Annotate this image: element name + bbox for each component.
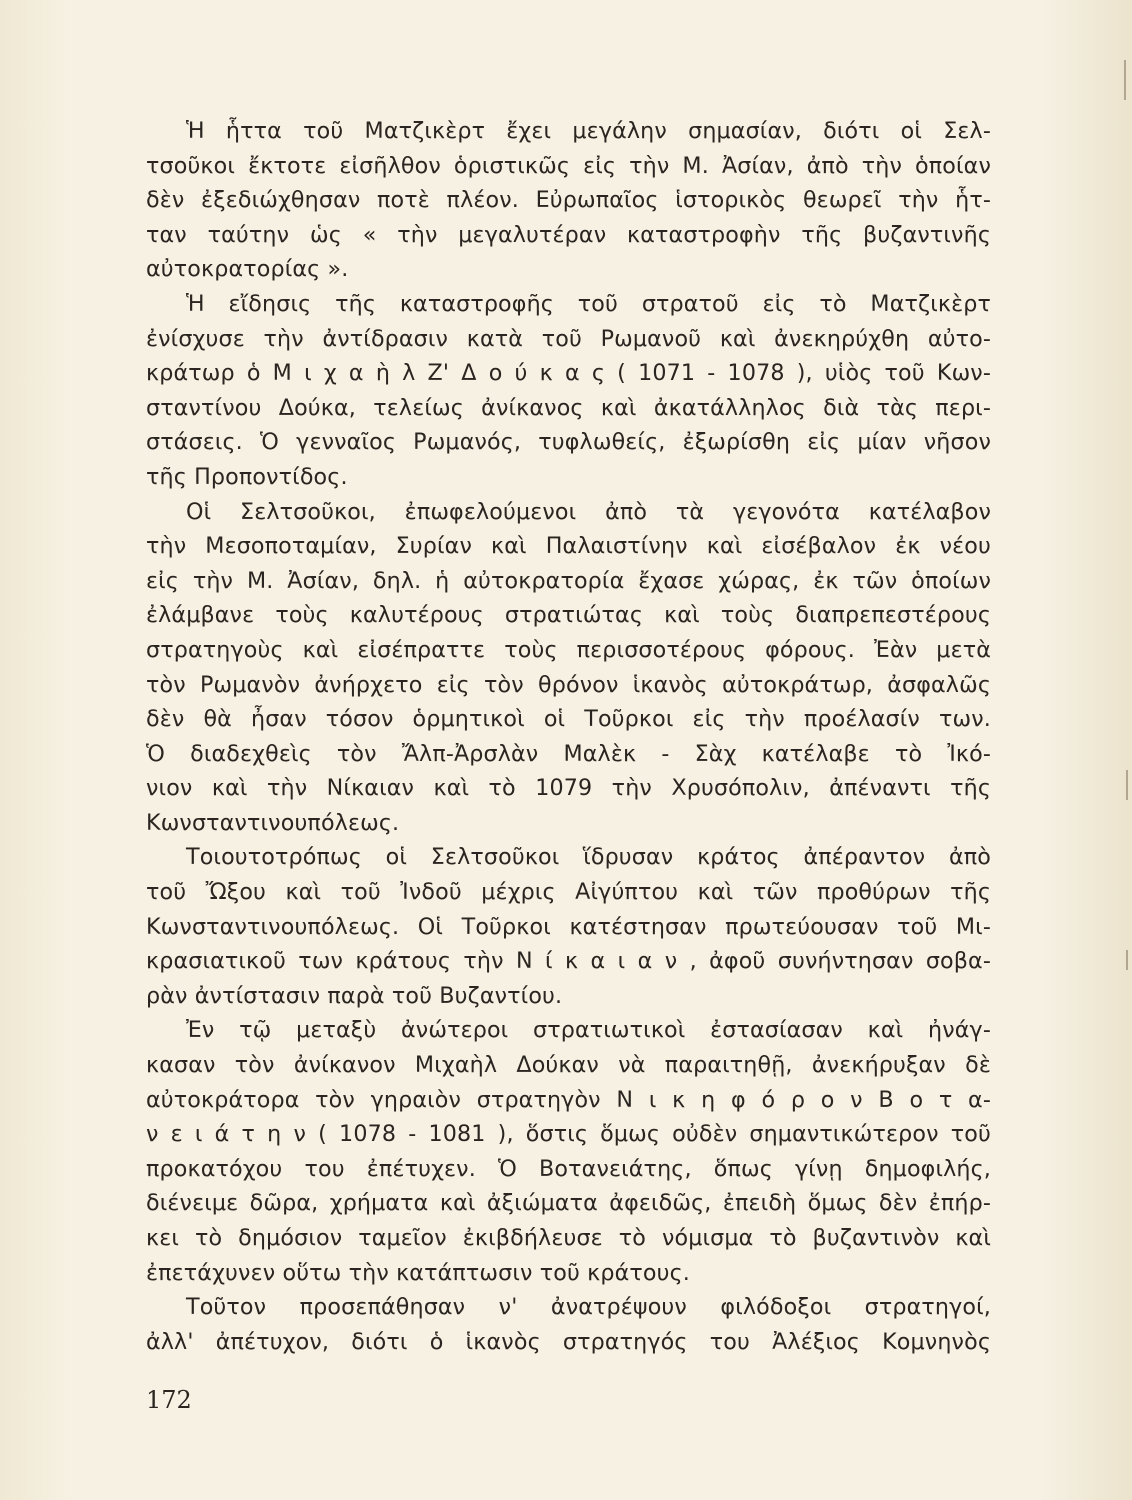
text-line: Ἡ εἴδησις τῆς καταστροφῆς τοῦ στρατοῦ εἰς τὸ Ματζικὲρτ xyxy=(186,290,991,317)
body-text xyxy=(146,114,991,1359)
text-line: τὴν Μεσοποταμίαν, Συρίαν καὶ Παλαιστίνην καὶ εἰσέβαλον ἐκ νέου xyxy=(146,533,991,560)
text-line: ἐπετάχυνεν οὕτω τὴν κατάπτωσιν τοῦ κράτους. xyxy=(146,1259,690,1286)
text-line: ταν ταύτην ὡς « τὴν μεγαλυτέραν καταστροφὴν τῆς βυζαντινῆς xyxy=(146,221,991,248)
text-line: τοῦ Ὤξου καὶ τοῦ Ἰνδοῦ μέχρις Αἰγύπτου καὶ τῶν προθύρων τῆς xyxy=(146,879,991,906)
text-line: σταντίνου Δούκα, τελείως ἀνίκανος καὶ ἀκατάλληλος διὰ τὰς περι- xyxy=(146,394,991,421)
text-line: κασαν τὸν ἀνίκανον Μιχαὴλ Δούκαν νὰ παραιτηθῇ, ἀνεκήρυξαν δὲ xyxy=(146,1052,991,1079)
text-line: αὐτοκράτορα τὸν γηραιὸν στρατηγὸν Ν ι κ η φ ό ρ ο ν Β ο τ α- xyxy=(146,1086,991,1113)
text-line: ν ε ι ά τ η ν ( 1078 - 1081 ), ὅστις ὅμως οὐδὲν σημαντικώτερον τοῦ xyxy=(146,1121,991,1148)
text-line: δὲν θὰ ἦσαν τόσον ὁρμητικοὶ οἱ Τοῦρκοι εἰς τὴν προέλασίν των. xyxy=(146,706,991,733)
text-line: ρὰν ἀντίστασιν παρὰ τοῦ Βυζαντίου. xyxy=(146,982,563,1009)
text-line: τσοῦκοι ἔκτοτε εἰσῆλθον ὁριστικῶς εἰς τὴν Μ. Ἀσίαν, ἀπὸ τὴν ὁποίαν xyxy=(146,152,991,179)
text-line: Τοιουτοτρόπως οἱ Σελτσοῦκοι ἵδρυσαν κράτος ἀπέραντον ἀπὸ xyxy=(186,844,991,871)
text-line: Οἱ Σελτσοῦκοι, ἐπωφελούμενοι ἀπὸ τὰ γεγονότα κατέλαβον xyxy=(186,498,991,525)
text-line: Ἡ ἧττα τοῦ Ματζικὲρτ ἔχει μεγάλην σημασίαν, διότι οἱ Σελ- xyxy=(186,118,991,144)
text-line: διένειμε δῶρα, χρήματα καὶ ἀξιώματα ἀφειδῶς, ἐπειδὴ ὅμως δὲν ἐπήρ- xyxy=(146,1190,991,1217)
text-line: κράτωρ ὁ Μ ι χ α ὴ λ Ζ' Δ ο ύ κ α ς ( 1071 - 1078 ), υἱὸς τοῦ Κων- xyxy=(146,360,991,387)
text-line: Κωνσταντινουπόλεως. Οἱ Τοῦρκοι κατέστησαν πρωτεύουσαν τοῦ Μι- xyxy=(146,913,991,940)
text-line: αὐτοκρατορίας ». xyxy=(146,256,349,283)
text-line: κει τὸ δημόσιον ταμεῖον ἐκιβδήλευσε τὸ νόμισμα τὸ βυζαντινὸν καὶ xyxy=(146,1225,991,1251)
page-edge-mark xyxy=(1124,60,1126,100)
text-line: νιον καὶ τὴν Νίκαιαν καὶ τὸ 1079 τὴν Χρυσόπολιν, ἀπέναντι τῆς xyxy=(146,775,991,802)
text-line: ἀλλ' ἀπέτυχον, διότι ὁ ἱκανὸς στρατηγός του Ἀλέξιος Κομνηνὸς xyxy=(146,1328,991,1355)
text-line: εἰς τὴν Μ. Ἀσίαν, δηλ. ἡ αὐτοκρατορία ἔχασε χώρας, ἐκ τῶν ὁποίων xyxy=(146,567,991,594)
text-line: στάσεις. Ὁ γενναῖος Ρωμανός, τυφλωθείς, ἐξωρίσθη εἰς μίαν νῆσον xyxy=(146,429,991,456)
text-line: Ὁ διαδεχθεὶς τὸν Ἄλπ-Ἀρσλὰν Μαλὲκ - Σὰχ κατέλαβε τὸ Ἰκό- xyxy=(146,740,991,767)
text-line: ἐλάμβανε τοὺς καλυτέρους στρατιώτας καὶ τοὺς διαπρεπεστέρους xyxy=(146,602,991,629)
text-line: προκατόχου του ἐπέτυχεν. Ὁ Βοτανειάτης, ὅπως γίνῃ δημοφιλής, xyxy=(146,1155,991,1182)
text-line: Ἐν τῷ μεταξὺ ἀνώτεροι στρατιωτικοὶ ἐστασίασαν καὶ ἠνάγ- xyxy=(186,1017,991,1044)
text-line: Κωνσταντινουπόλεως. xyxy=(146,809,400,836)
page-edge-mark xyxy=(1126,950,1128,970)
text-line: τῆς Προποντίδος. xyxy=(146,463,348,490)
text-line: ἐνίσχυσε τὴν ἀντίδρασιν κατὰ τοῦ Ρωμανοῦ καὶ ἀνεκηρύχθη αὐτο- xyxy=(146,325,991,352)
text-line: κρασιατικοῦ των κράτους τὴν Ν ί κ α ι α ν , ἀφοῦ συνήντησαν σοβα- xyxy=(146,948,991,975)
text-line: στρατηγοὺς καὶ εἰσέπραττε τοὺς περισσοτέρους φόρους. Ἐὰν μετὰ xyxy=(146,636,991,663)
text-line: Τοῦτον προσεπάθησαν ν' ἀνατρέψουν φιλόδοξοι στρατηγοί, xyxy=(186,1294,991,1321)
text-line: δὲν ἐξεδιώχθησαν ποτὲ πλέον. Εὐρωπαῖος ἱστορικὸς θεωρεῖ τὴν ἧτ- xyxy=(146,187,991,214)
page-edge-mark xyxy=(1126,770,1128,800)
page-number: 172 xyxy=(146,1386,192,1414)
text-line: τὸν Ρωμανὸν ἀνήρχετο εἰς τὸν θρόνον ἱκανὸς αὐτοκράτωρ, ἀσφαλῶς xyxy=(146,671,991,698)
